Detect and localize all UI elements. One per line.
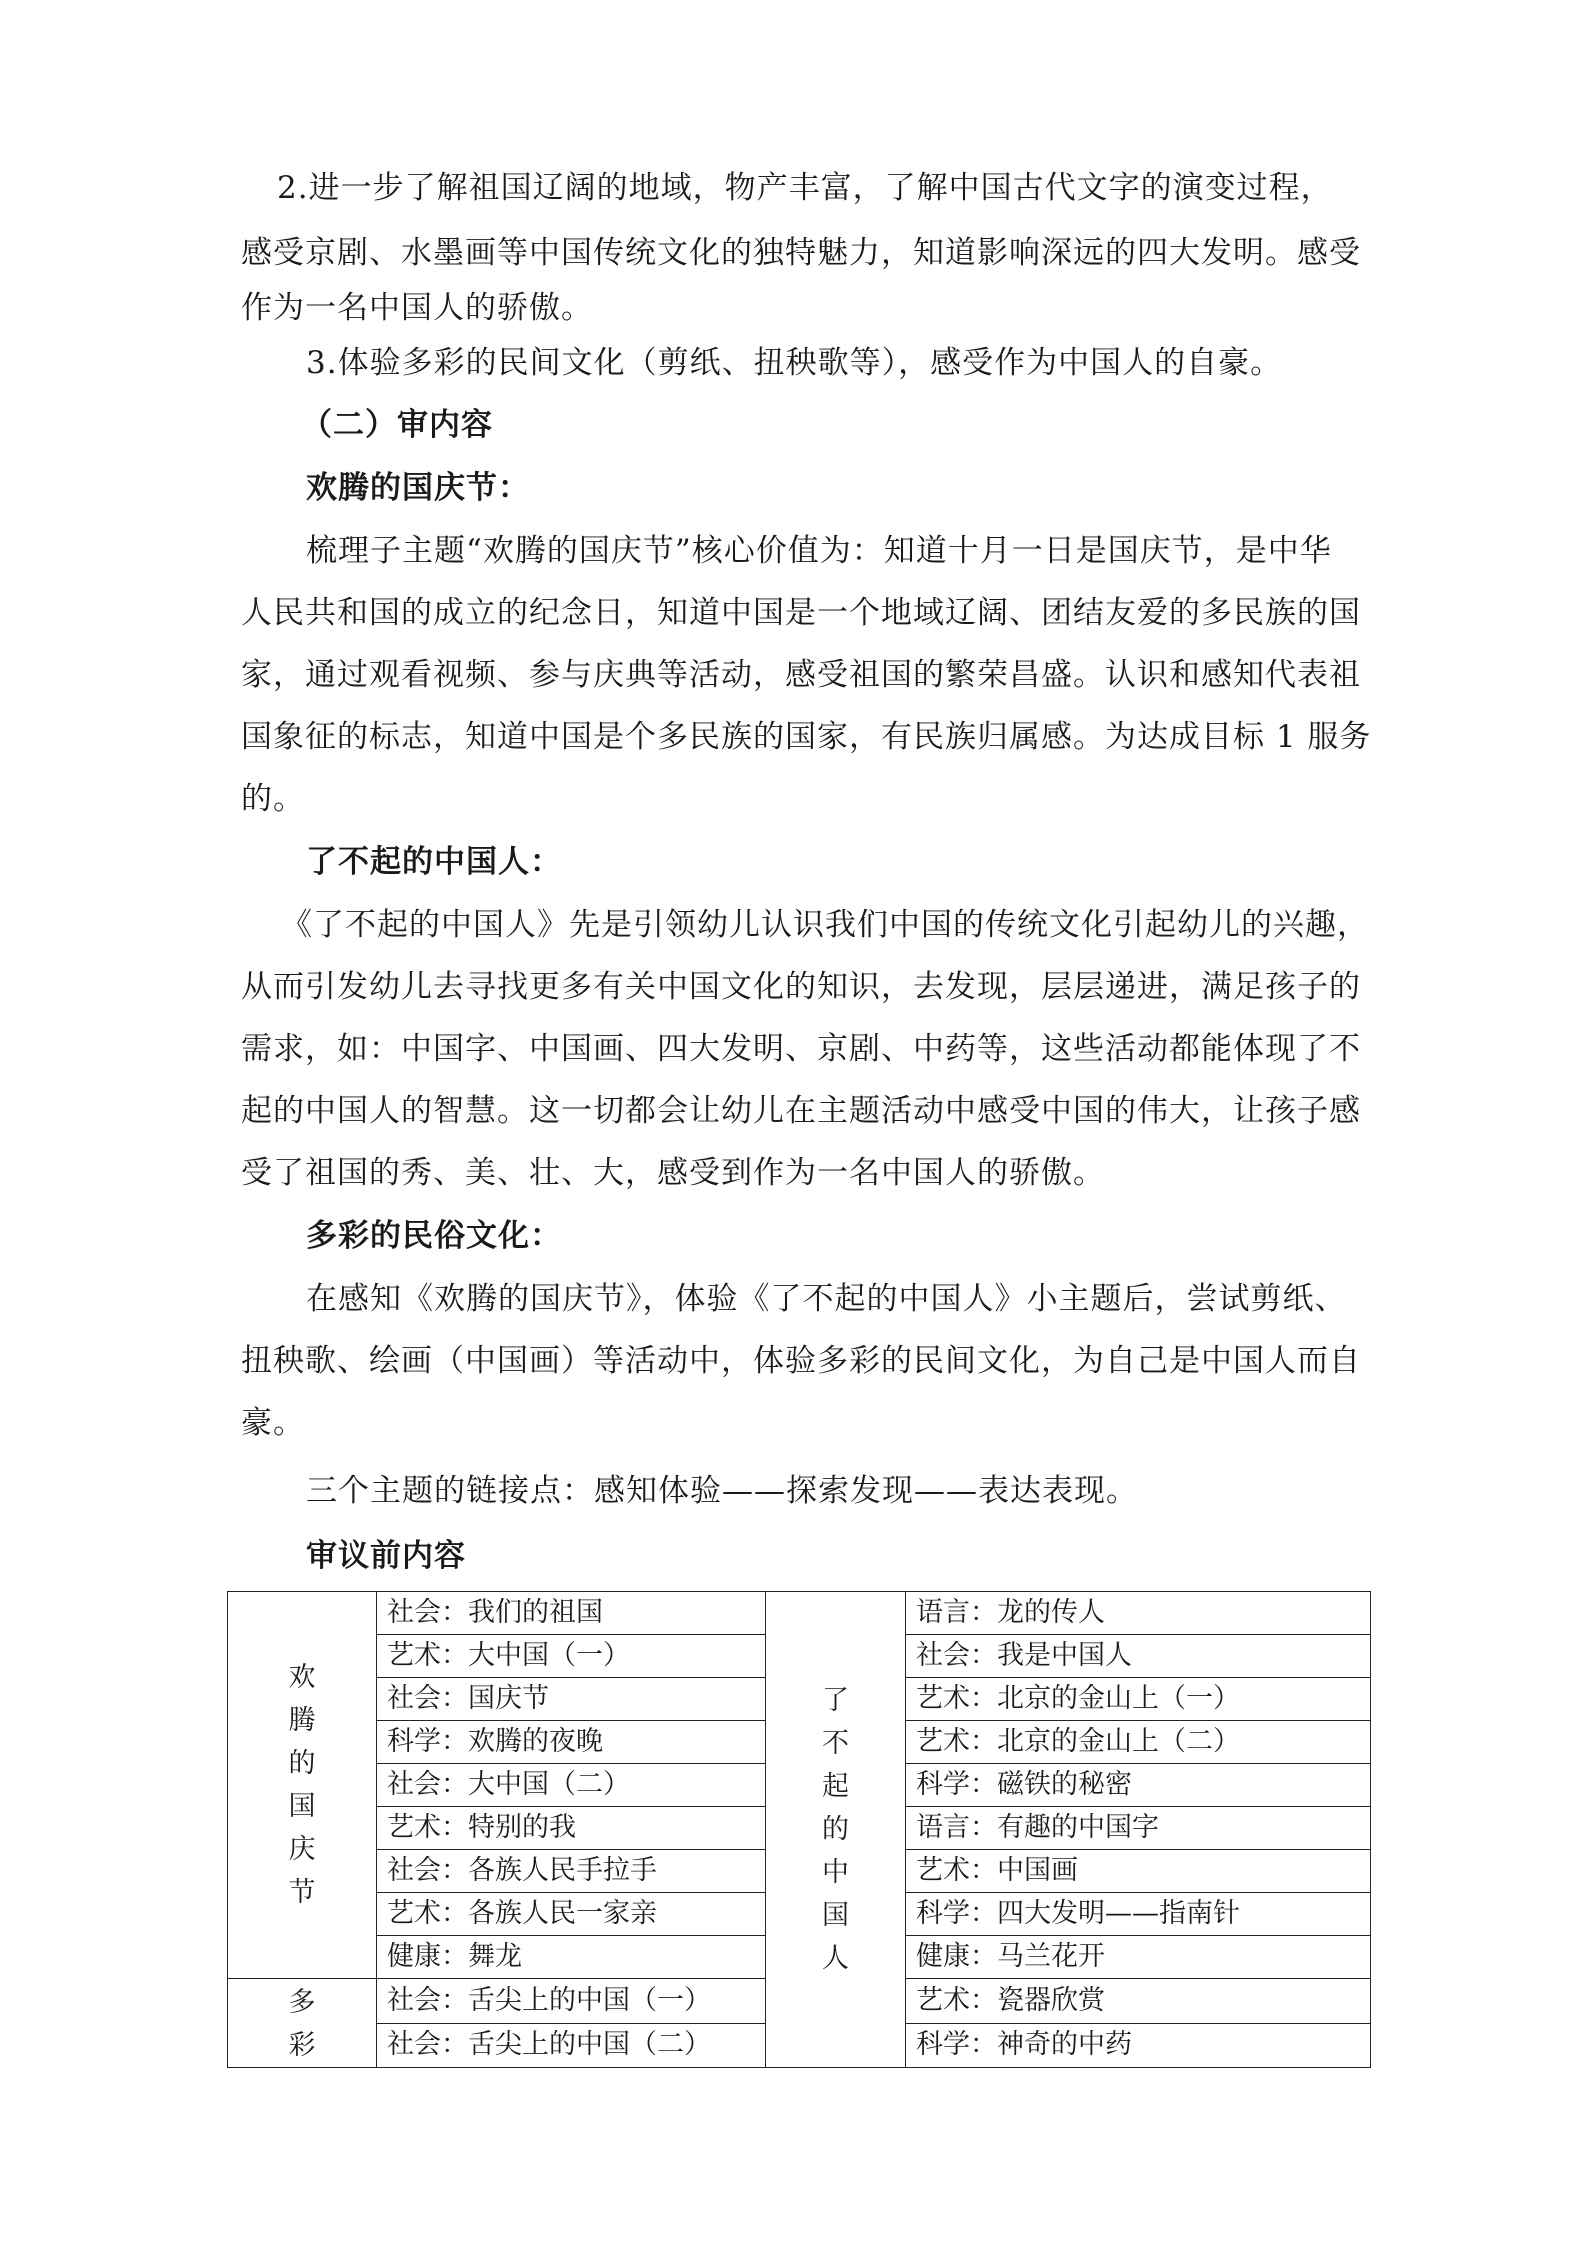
activity-cell: 社会：我是中国人 <box>906 1635 1371 1678</box>
subtheme-2-line-4: 起的中国人的智慧。这一切都会让幼儿在主题活动中感受中国的伟大，让孩子感 <box>241 1093 1361 1129</box>
activity-cell: 社会：舌尖上的中国（一） <box>377 1979 766 2024</box>
table-heading: 审议前内容 <box>306 1538 466 1574</box>
theme-cell-great-chinese <box>766 1592 906 2068</box>
activity-cell: 艺术：大中国（一） <box>377 1635 766 1678</box>
goal-2-line-1: 2.进一步了解祖国辽阔的地域，物产丰富，了解中国古代文字的演变过程， <box>277 170 1333 206</box>
theme-cell-national-day <box>228 1592 377 1979</box>
activity-cell: 艺术：瓷器欣赏 <box>906 1979 1371 2024</box>
review-content-table <box>227 1591 1371 2068</box>
subtheme-2-heading: 了不起的中国人： <box>306 844 562 880</box>
activity-cell: 艺术：北京的金山上（一） <box>906 1678 1371 1721</box>
activity-cell: 艺术：北京的金山上（二） <box>906 1721 1371 1764</box>
activity-cell: 艺术：中国画 <box>906 1850 1371 1893</box>
activity-cell: 社会：我们的祖国 <box>377 1592 766 1635</box>
activity-cell: 艺术：各族人民一家亲 <box>377 1893 766 1936</box>
subtheme-1-line-3: 家，通过观看视频、参与庆典等活动，感受祖国的繁荣昌盛。认识和感知代表祖 <box>241 657 1361 693</box>
activity-cell: 科学：欢腾的夜晚 <box>377 1721 766 1764</box>
subtheme-1-line-2: 人民共和国的成立的纪念日，知道中国是一个地域辽阔、团结友爱的多民族的国 <box>241 595 1361 631</box>
subtheme-1-line-4: 国象征的标志，知道中国是个多民族的国家，有民族归属感。为达成目标 1 服务 <box>241 719 1372 755</box>
activity-cell: 艺术：特别的我 <box>377 1807 766 1850</box>
subtheme-3-heading: 多彩的民俗文化： <box>306 1218 562 1254</box>
section-heading: （二）审内容 <box>301 407 493 443</box>
subtheme-2-line-5: 受了祖国的秀、美、壮、大，感受到作为一名中国人的骄傲。 <box>241 1155 1105 1191</box>
activity-cell: 语言：龙的传人 <box>906 1592 1371 1635</box>
subtheme-3-line-2: 扭秧歌、绘画（中国画）等活动中，体验多彩的民间文化，为自己是中国人而自 <box>241 1343 1361 1379</box>
activity-cell: 社会：舌尖上的中国（二） <box>377 2023 766 2068</box>
activity-cell: 社会：国庆节 <box>377 1678 766 1721</box>
activity-cell: 科学：四大发明——指南针 <box>906 1893 1371 1936</box>
activity-cell: 健康：舞龙 <box>377 1936 766 1979</box>
activity-cell: 社会：大中国（二） <box>377 1764 766 1807</box>
subtheme-1-line-1: 梳理子主题“欢腾的国庆节”核心价值为：知道十月一日是国庆节，是中华 <box>306 533 1332 569</box>
goal-2-line-2: 感受京剧、水墨画等中国传统文化的独特魅力，知道影响深远的四大发明。感受 <box>241 235 1361 271</box>
activity-cell: 科学：神奇的中药 <box>906 2023 1371 2068</box>
subtheme-3-line-3: 豪。 <box>241 1405 305 1441</box>
goal-3-line: 3.体验多彩的民间文化（剪纸、扭秧歌等），感受作为中国人的自豪。 <box>306 345 1283 381</box>
subtheme-3-line-1: 在感知《欢腾的国庆节》，体验《了不起的中国人》小主题后，尝试剪纸、 <box>306 1281 1347 1317</box>
subtheme-1-heading: 欢腾的国庆节： <box>306 470 530 506</box>
theme-label-folk-culture: 多彩 <box>288 1987 316 2061</box>
activity-cell: 科学：磁铁的秘密 <box>906 1764 1371 1807</box>
theme-label-great-chinese: 了不起的中国人 <box>822 1685 849 1974</box>
table-row <box>228 1592 1371 1635</box>
activity-cell: 社会：各族人民手拉手 <box>377 1850 766 1893</box>
subtheme-2-line-1: 《了不起的中国人》先是引领幼儿认识我们中国的传统文化引起幼儿的兴趣， <box>281 907 1369 943</box>
activity-cell: 健康：马兰花开 <box>906 1936 1371 1979</box>
subtheme-2-line-2: 从而引发幼儿去寻找更多有关中国文化的知识，去发现，层层递进，满足孩子的 <box>241 969 1361 1005</box>
link-points-line: 三个主题的链接点：感知体验——探索发现——表达表现。 <box>306 1473 1138 1509</box>
theme-cell-folk-culture <box>228 1979 377 2068</box>
subtheme-1-line-5: 的。 <box>241 781 305 817</box>
theme-label-national-day: 欢腾的国庆节 <box>288 1662 316 1908</box>
goal-2-line-3: 作为一名中国人的骄傲。 <box>241 290 593 326</box>
subtheme-2-line-3: 需求，如：中国字、中国画、四大发明、京剧、中药等，这些活动都能体现了不 <box>241 1031 1361 1067</box>
activity-cell: 语言：有趣的中国字 <box>906 1807 1371 1850</box>
